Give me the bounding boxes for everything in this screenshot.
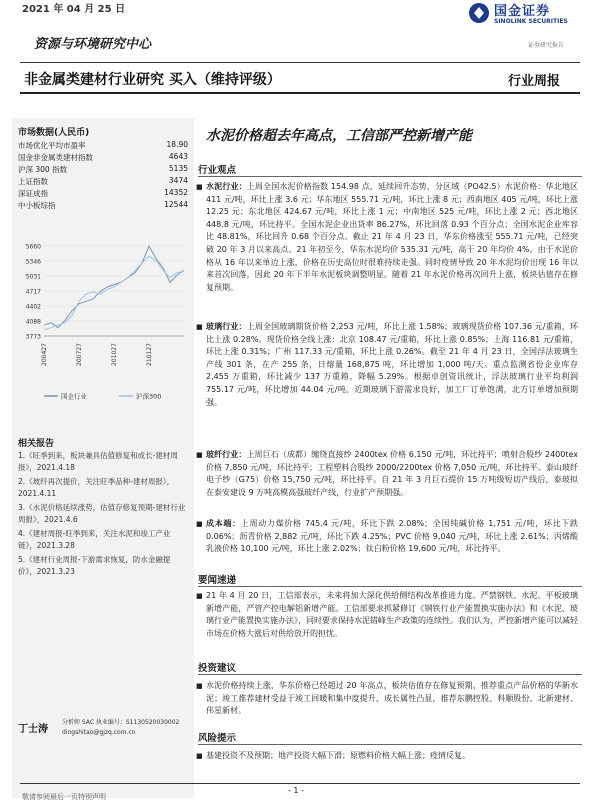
related-report-item[interactable]: 3.《水泥价格延续涨势，估值存修复预期-建材行业周报》，2021.4.6: [18, 503, 186, 524]
bullet-icon: ■: [196, 183, 203, 191]
company-logo: [468, 2, 586, 38]
market-data-title: 市场数据(人民币): [18, 128, 90, 138]
report-date: 2021 年 04 月 25 日: [22, 4, 126, 15]
market-row: 市场优化平均市盈率 18.90: [18, 140, 188, 150]
divider: [20, 92, 580, 94]
bullet-icon: ■: [196, 682, 203, 690]
news-paragraph: ■ 21 年 4 月 20 日，工信部表示，未来将加大深化供给侧结构改革推进力度。严禁钢铁、水泥、平板玻璃新增产能，严管产控电解铝新增产能。工信部要求抓紧修订《钢铁行业产能置换实施办法》和《水泥、玻璃行业产能置换实施办法》，同时要求保持水泥错峰生产政策的连续性。我们认为，严控新增产能可以减轻市场在价格大涨后对供给放开的担忧。: [196, 591, 578, 638]
research-center: 资源与环境研究中心: [34, 37, 152, 52]
legend-label: 国金行业: [61, 392, 87, 401]
footer-note: 敬请参阅最后一页特别声明: [22, 793, 106, 801]
y-tick-label: 5346: [25, 258, 41, 266]
y-tick-label: 3773: [25, 333, 41, 341]
section-heading: 风险提示: [198, 733, 237, 744]
bullet-icon: ■: [196, 451, 203, 459]
market-row: 深证成指 14352: [18, 188, 188, 198]
related-report-item[interactable]: 5.《建材行业周报-下游需求恢复，防水金融提价》，2021.3.23: [18, 555, 171, 576]
bullet-icon: ■: [196, 752, 203, 760]
section-rule: [198, 586, 582, 587]
analyst-cert: 分析师 SAC 执业编号：S1130520030002: [62, 719, 180, 726]
x-tick-label: 200727: [76, 343, 83, 366]
invest-paragraph: ■ 水泥价格持续上涨，华东价格已经超过 20 年高点，板块估值存在修复预期，推荐重点产品价格的华新水泥；竣工推荐建材受益于竣工回暖和集中度提升，成长属性凸显，推荐东鹏控股、科顺股份、北新建材、伟星新材。: [196, 681, 578, 716]
analyst-email[interactable]: dingshitao@gjzq.com.cn: [62, 729, 136, 736]
analyst-meta: [62, 718, 179, 738]
author-name: 丁士涛: [18, 724, 48, 735]
market-row: 国金非金属类建材指数 4643: [18, 152, 188, 162]
related-reports-title: 相关报告: [18, 439, 55, 449]
related-report-item[interactable]: 1.《旺季到来，板块兼具估值修复和成长-建材周报》，2021.4.18: [18, 451, 178, 472]
divider: [20, 62, 580, 63]
report-type: 行业周报: [508, 74, 561, 89]
x-tick-label: 200427: [41, 343, 48, 366]
y-tick-label: 4717: [25, 288, 41, 296]
section-heading: 要闻速递: [198, 575, 237, 586]
industry-rating: 非金属类建材行业研究 买入（维持评级）: [24, 72, 281, 88]
market-row: 中小板综指 12544: [18, 200, 188, 210]
cost-paragraph: ■ 成本端：上周动力煤价格 745.4 元/吨，环比下跌 2.08%；全国纯碱价格 1,751 元/吨，环比下跌 0.06%；沥青价格 2,882 元/吨，环比下跌 4.25%；PVC 价格 9,040 元/吨，环比上涨 2.61%；丙烯酸乳液价格 10,100 元/吨，环比上涨 2.02%；钛白粉价格 19,600 元/吨，环比持平。: [196, 519, 578, 554]
market-row: 上证指数 3474: [18, 176, 188, 186]
x-tick-label: 210127: [146, 343, 153, 366]
y-tick-label: 4088: [25, 318, 41, 326]
market-row: 沪深 300 指数 5135: [18, 164, 188, 174]
y-tick-label: 5031: [25, 273, 41, 281]
logo-chinese: 国金证券: [494, 4, 551, 19]
legend-label: 沪深300: [136, 392, 162, 401]
related-report-item[interactable]: 2.《玻纤再次提价，关注旺季品种-建材周报》，2021.4.11: [18, 477, 175, 498]
fiber-paragraph: ■ 玻纤行业：上周巨石（成都）缠绕直接纱 2400tex 价格 6,150 元/吨，环比持平；喷射合股纱 2400tex 价格 7,850 元/吨，环比持平；工程塑料合股纱 2000/2200tex 价格 7,050 元/吨，环比持平。泰山玻纤电子纱（G75）价格 15,750 元/吨，环比持平。自 21 年 3 月巨石提价 15 万吨级短切产线后，泰玻拟在泰安建设 9 万吨高模高强玻纤产线，行业扩产预期强。: [196, 450, 578, 497]
section-heading: 投资建议: [198, 663, 237, 674]
section-rule: [198, 176, 582, 177]
risk-paragraph: ■ 基建投资不及预期；地产投资大幅下滑；原燃料价格大幅上涨；疫情反复。: [206, 750, 578, 763]
section-rule: [198, 674, 582, 675]
y-tick-label: 5660: [25, 243, 41, 251]
cement-paragraph: ■ 水泥行业：上周全国水泥价格指数 154.98 点，延续回升态势，分区域（PO42.5）水泥价格：华北地区 411 元/吨，环比上涨 3.6 元；华东地区 555.71 元/吨，环比上涨 8 元；西南地区 405 元/吨，环比上涨 12.25 元；东北地区 424.67 元/吨，环比上涨 1 元；中南地区 525 元/吨，环比上涨 2 元；西北地区 448.8 元/吨，环比持平。全国水泥企业出货率 86.27%，环比回落 0.93 个百分点；全国水泥企业库容比 48.81%，环比回升 0.68 个百分点。截止 21 年 4 月 23 日，华东价格涨至 555.71 元/吨，已经突破 20 年 3 月以来高点。21 年初至今，华东水泥均价 535.31 元/吨，高于 20 年均价 4%。由于水泥价格从 16 年以来单边上涨，价格在历史高位时很难持续走强。同时疫情导致 20 年水泥均价出现 16 年以来首次回落，因此 20 年下半年水泥板块调整明显。随着 21 年水泥价格再次回升上涨，板块估值存在修复预期。: [196, 182, 578, 292]
page-number: - 1 -: [288, 786, 304, 795]
y-tick-label: 4402: [25, 303, 41, 311]
glass-paragraph: ■ 玻璃行业：上周全国玻璃期货价格 2,253 元/吨，环比上涨 1.58%；玻璃现货价格 107.36 元/重箱，环比上涨 0.28%。现货价格全线上涨：北京 108.47 元/重箱，环比上涨 0.85%；上海 116.81 元/重箱，环比上涨 0.31%；广州 117.33 元/重箱，环比上涨 0.26%。截至 21 年 4 月 23 日，全国浮法玻璃生产线 301 条，在产 255 条，日熔量 168,875 吨，环比增加 1,000 吨/天。重点监测省份企业库存 2,455 万重箱，环比减少 137 万重箱，降幅 5.29%。根据卓创资讯统计，浮法玻璃行业平均利润 755.17 元/吨，环比增加 44.04 元/吨。近期玻璃下游需求良好，加工厂订单饱满，北方订单增加预期强。: [196, 322, 578, 407]
x-tick-label: 201027: [111, 343, 118, 366]
index-line-chart: [14, 238, 192, 408]
footer-rule: [20, 783, 580, 784]
bullet-icon: ■: [196, 323, 203, 331]
section-heading: 行业观点: [198, 165, 237, 176]
related-report-item[interactable]: 4.《建材周报-旺季到来，关注水泥和竣工产业链》，2021.3.28: [18, 529, 171, 550]
logo-english: SINOLINK SECURITIES: [494, 18, 568, 25]
bullet-icon: ■: [196, 592, 203, 600]
bullet-icon: ■: [196, 520, 203, 528]
report-tag: 证券研究报告: [528, 42, 565, 49]
logo-mark-icon: [468, 2, 490, 24]
main-title: 水泥价格超去年高点，工信部严控新增产能: [206, 128, 472, 144]
section-rule: [198, 744, 582, 745]
